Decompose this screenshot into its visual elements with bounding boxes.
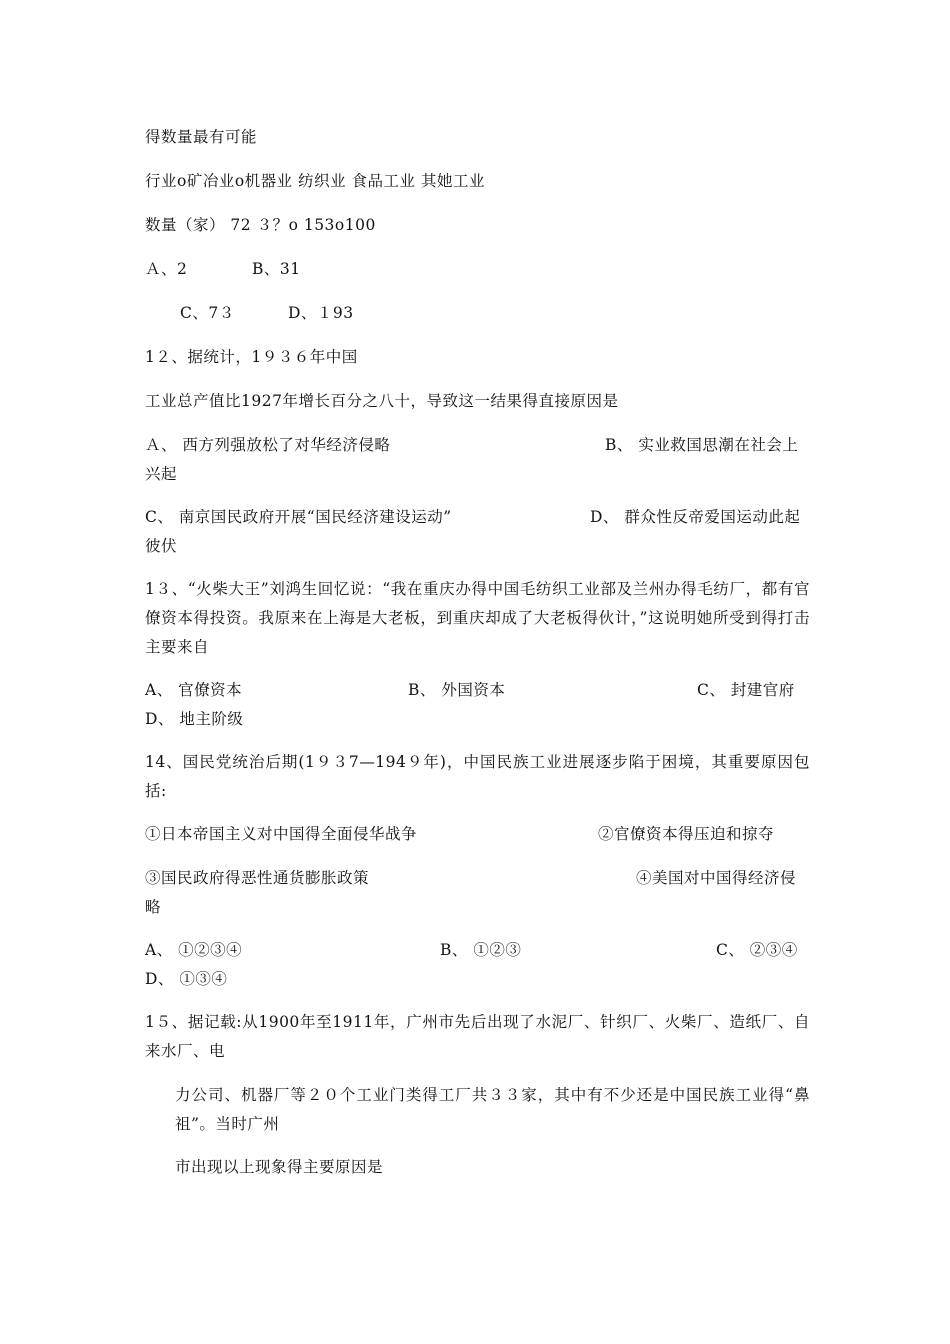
q14-item-3: ③国民政府得恶性通货膨胀政策 bbox=[145, 869, 370, 887]
q12-option-d-cont: 彼伏 bbox=[145, 537, 178, 555]
q13-option-c: C、 封建官府 bbox=[697, 681, 795, 699]
q12-option-d: D、 群众性反帝爱国运动此起 bbox=[590, 508, 801, 526]
q11-stem-tail: 得数量最有可能 bbox=[145, 128, 258, 146]
q14-item-1: ①日本帝国主义对中国得全面侵华战争 bbox=[145, 825, 418, 843]
q13-option-b: B、 外国资本 bbox=[408, 681, 506, 699]
q11-option-a: Ａ、2 bbox=[145, 260, 188, 278]
q14-item-4-cont: 略 bbox=[145, 898, 162, 916]
q15-para3: 市出现以上现象得主要原因是 bbox=[175, 1158, 384, 1176]
q14-option-d: D、 ①③④ bbox=[145, 970, 228, 988]
q15-para2: 力公司、机器厂等２０个工业门类得工厂共３３家，其中有不少还是中国民族工业得“鼻祖”。当时广州 bbox=[175, 1086, 810, 1133]
q11-option-c: C、7３ bbox=[180, 304, 235, 322]
q12-option-b-cont: 兴起 bbox=[145, 465, 178, 483]
q12-stem-line2: 工业总产值比1927年增长百分之八十，导致这一结果得直接原因是 bbox=[145, 392, 619, 410]
q12-option-c: C、 南京国民政府开展“国民经济建设运动” bbox=[145, 508, 452, 526]
q11-table-header: 行业ο矿冶业ο机器业 纺织业 食品工业 其她工业 bbox=[145, 172, 485, 190]
q12-stem-line1: 1２、据统计，1９３６年中国 bbox=[145, 348, 358, 366]
q15-stem: 1５、据记载:从1900年至1911年，广州市先后出现了水泥厂、针织厂、火柴厂、造纸厂、自来水厂、电 bbox=[145, 1013, 810, 1060]
q12-option-a: Ａ、 西方列强放松了对华经济侵略 bbox=[145, 436, 391, 454]
q14-option-a: A、 ①②③④ bbox=[145, 941, 243, 959]
q14-item-2: ②官僚资本得压迫和掠夺 bbox=[598, 825, 775, 843]
q14-stem: 14、国民党统治后期(1９３7—194９年)，中国民族工业进展逐步陷于困境，其重要原因包括: bbox=[145, 753, 810, 800]
q11-table-values: 数量（家） 72 ３？ο 153ο100 bbox=[145, 216, 376, 234]
q14-item-4: ④美国对中国得经济侵 bbox=[636, 869, 797, 887]
q12-option-b: B、 实业救国思潮在社会上 bbox=[605, 436, 799, 454]
q14-option-b: B、 ①②③ bbox=[440, 941, 522, 959]
q13-option-a: A、 官僚资本 bbox=[145, 681, 243, 699]
q11-option-d: D、１93 bbox=[288, 304, 354, 322]
q13-stem: 1３、“火柴大王”刘鸿生回忆说：“我在重庆办得中国毛纺织工业部及兰州办得毛纺厂，都有官僚资本得投资。我原来在上海是大老板，到重庆却成了大老板得伙计，”这说明她所受到得打击主要来自 bbox=[145, 580, 810, 656]
q13-option-d: D、 地主阶级 bbox=[145, 710, 244, 728]
q14-option-c: C、 ②③④ bbox=[716, 941, 798, 959]
q11-option-b: B、31 bbox=[252, 260, 301, 278]
